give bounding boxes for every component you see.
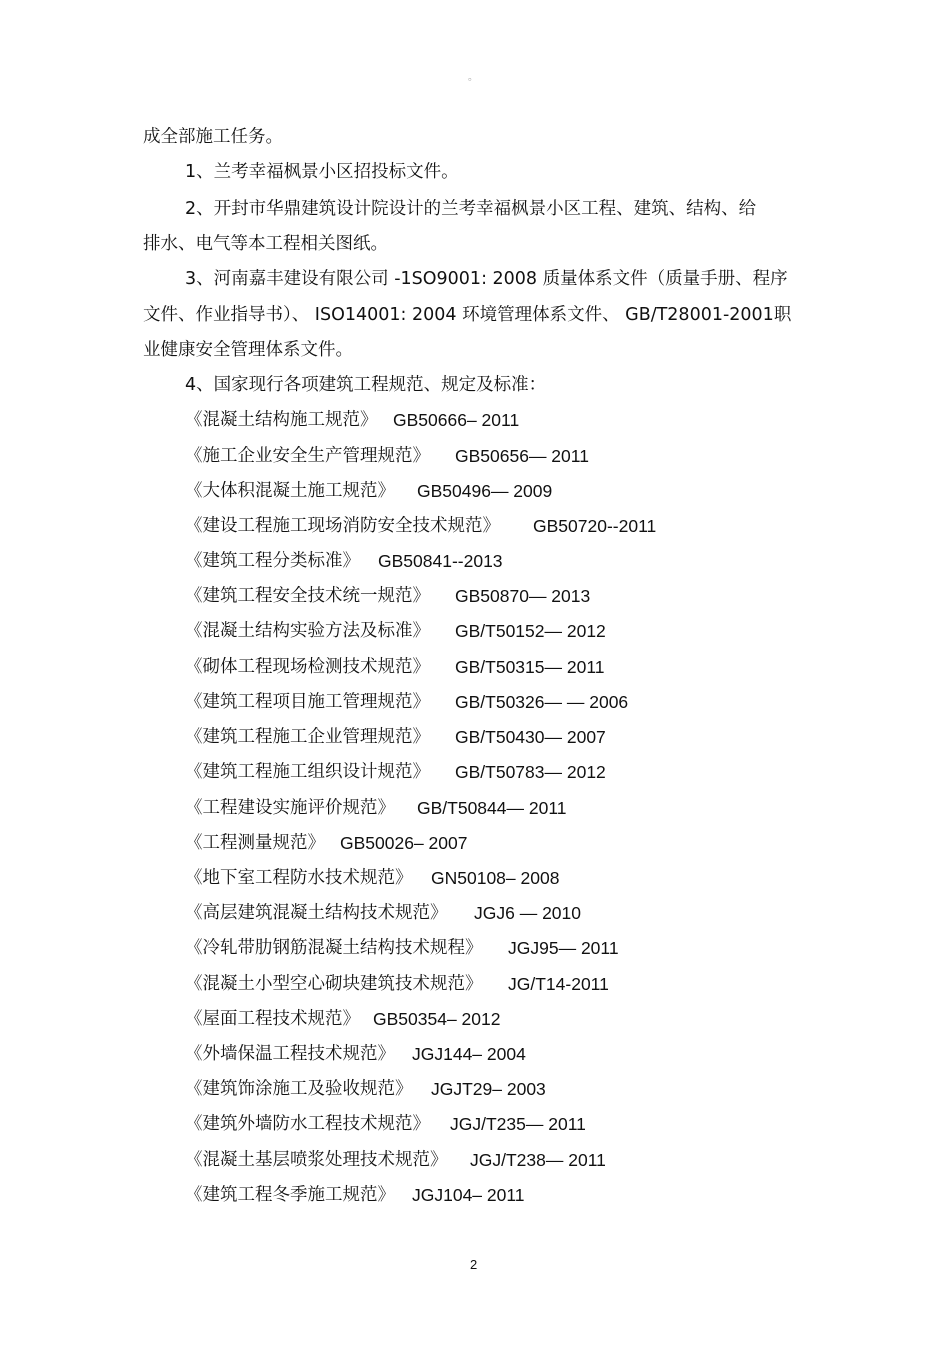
standard-code: GB50841--2013 bbox=[378, 551, 503, 571]
standard-name: 《冷轧带肋钢筋混凝土结构技术规程》 bbox=[185, 938, 483, 958]
standard-code: GB/T50430— 2007 bbox=[455, 727, 606, 747]
standard-name: 《工程测量规范》 bbox=[185, 833, 325, 853]
standard-name: 《高层建筑混凝土结构技术规范》 bbox=[185, 903, 448, 923]
standard-item bbox=[185, 1184, 525, 1206]
standard-code: GB50720--2011 bbox=[533, 516, 657, 536]
standard-name: 《混凝土结构实验方法及标准》 bbox=[185, 621, 430, 641]
standard-code: JGJ104– 2011 bbox=[412, 1185, 525, 1205]
standard-code: GB50666– 2011 bbox=[393, 410, 520, 430]
paragraph-line: 成全部施工任务。 bbox=[143, 127, 283, 147]
standard-code: GB50496— 2009 bbox=[417, 481, 553, 501]
standard-code: JGJ/T238— 2011 bbox=[470, 1150, 606, 1170]
standard-item bbox=[185, 1043, 526, 1065]
standard-item bbox=[185, 1008, 501, 1030]
paragraph-line: 1、兰考幸福枫景小区招投标文件。 bbox=[185, 162, 459, 182]
standard-item bbox=[185, 550, 503, 572]
standard-code: GB/T50315— 2011 bbox=[455, 657, 605, 677]
standard-name: 《施工企业安全生产管理规范》 bbox=[185, 446, 430, 466]
standard-item bbox=[185, 1078, 546, 1100]
standard-name: 《工程建设实施评价规范》 bbox=[185, 798, 395, 818]
standard-name: 《建筑工程施工组织设计规范》 bbox=[185, 762, 430, 782]
standard-code: GB50026– 2007 bbox=[340, 833, 468, 853]
standard-name: 《建筑工程项目施工管理规范》 bbox=[185, 692, 430, 712]
standard-item bbox=[185, 1149, 606, 1171]
paragraph-line: 2、开封市华鼎建筑设计院设计的兰考幸福枫景小区工程、建筑、结构、给 bbox=[185, 199, 757, 219]
standard-code: GB50870— 2013 bbox=[455, 586, 591, 606]
standard-code: GB/T50152— 2012 bbox=[455, 621, 606, 641]
standard-code: JGJ/T235— 2011 bbox=[450, 1114, 586, 1134]
standard-name: 《屋面工程技术规范》 bbox=[185, 1009, 360, 1029]
standard-item bbox=[185, 726, 606, 748]
standard-name: 《外墙保温工程技术规范》 bbox=[185, 1044, 395, 1064]
paragraph-line: 排水、电气等本工程相关图纸。 bbox=[143, 234, 388, 254]
standard-code: JGJ144– 2004 bbox=[412, 1044, 526, 1064]
standard-code: JGJ95— 2011 bbox=[508, 938, 619, 958]
standard-item bbox=[185, 902, 581, 924]
standard-name: 《建筑工程施工企业管理规范》 bbox=[185, 727, 430, 747]
standard-code: JG/T14-2011 bbox=[508, 974, 609, 994]
standard-item bbox=[185, 973, 609, 995]
standard-name: 《大体积混凝土施工规范》 bbox=[185, 481, 395, 501]
standard-name: 《混凝土基层喷浆处理技术规范》 bbox=[185, 1150, 448, 1170]
standard-name: 《建筑饰涂施工及验收规范》 bbox=[185, 1079, 413, 1099]
standard-item bbox=[185, 1113, 586, 1135]
standard-name: 《混凝土结构施工规范》 bbox=[185, 410, 378, 430]
standard-name: 《砌体工程现场检测技术规范》 bbox=[185, 657, 430, 677]
paragraph-line: 3、河南嘉丰建设有限公司 -1SO9001: 2008 质量体系文件（质量手册、程序 bbox=[185, 269, 788, 289]
page-number: 2 bbox=[470, 1257, 478, 1272]
standard-code: JGJ6 — 2010 bbox=[474, 903, 581, 923]
standard-item bbox=[185, 445, 589, 467]
standard-code: GN50108– 2008 bbox=[431, 868, 560, 888]
standard-name: 《建筑工程安全技术统一规范》 bbox=[185, 586, 430, 606]
standard-item bbox=[185, 480, 553, 502]
standard-item bbox=[185, 797, 567, 819]
standard-name: 《建筑工程冬季施工规范》 bbox=[185, 1185, 395, 1205]
standard-item bbox=[185, 409, 520, 431]
paragraph-line: 文件、作业指导书）、 ISO14001: 2004 环境管理体系文件、 GB/T28001-2001职 bbox=[143, 305, 792, 325]
standard-item bbox=[185, 620, 606, 642]
standard-item bbox=[185, 585, 591, 607]
paragraph-line: 业健康安全管理体系文件。 bbox=[143, 340, 353, 360]
standard-name: 《建筑工程分类标准》 bbox=[185, 551, 360, 571]
header-mark: 。 bbox=[468, 72, 478, 83]
standard-code: GB50656— 2011 bbox=[455, 446, 589, 466]
standard-item bbox=[185, 867, 560, 889]
standard-code: GB/T50844— 2011 bbox=[417, 798, 567, 818]
standard-name: 《地下室工程防水技术规范》 bbox=[185, 868, 413, 888]
standard-name: 《建筑外墙防水工程技术规范》 bbox=[185, 1114, 430, 1134]
standard-code: JGJT29– 2003 bbox=[431, 1079, 546, 1099]
standard-code: GB50354– 2012 bbox=[373, 1009, 501, 1029]
standard-code: GB/T50326— — 2006 bbox=[455, 692, 629, 712]
standard-name: 《混凝土小型空心砌块建筑技术规范》 bbox=[185, 974, 483, 994]
standard-item bbox=[185, 832, 468, 854]
standard-item bbox=[185, 761, 606, 783]
standard-item bbox=[185, 515, 657, 537]
standard-item bbox=[185, 656, 605, 678]
standard-item bbox=[185, 937, 619, 959]
standard-item bbox=[185, 691, 629, 713]
standard-code: GB/T50783— 2012 bbox=[455, 762, 606, 782]
standard-name: 《建设工程施工现场消防安全技术规范》 bbox=[185, 516, 500, 536]
paragraph-line: 4、国家现行各项建筑工程规范、规定及标准： bbox=[185, 375, 547, 395]
